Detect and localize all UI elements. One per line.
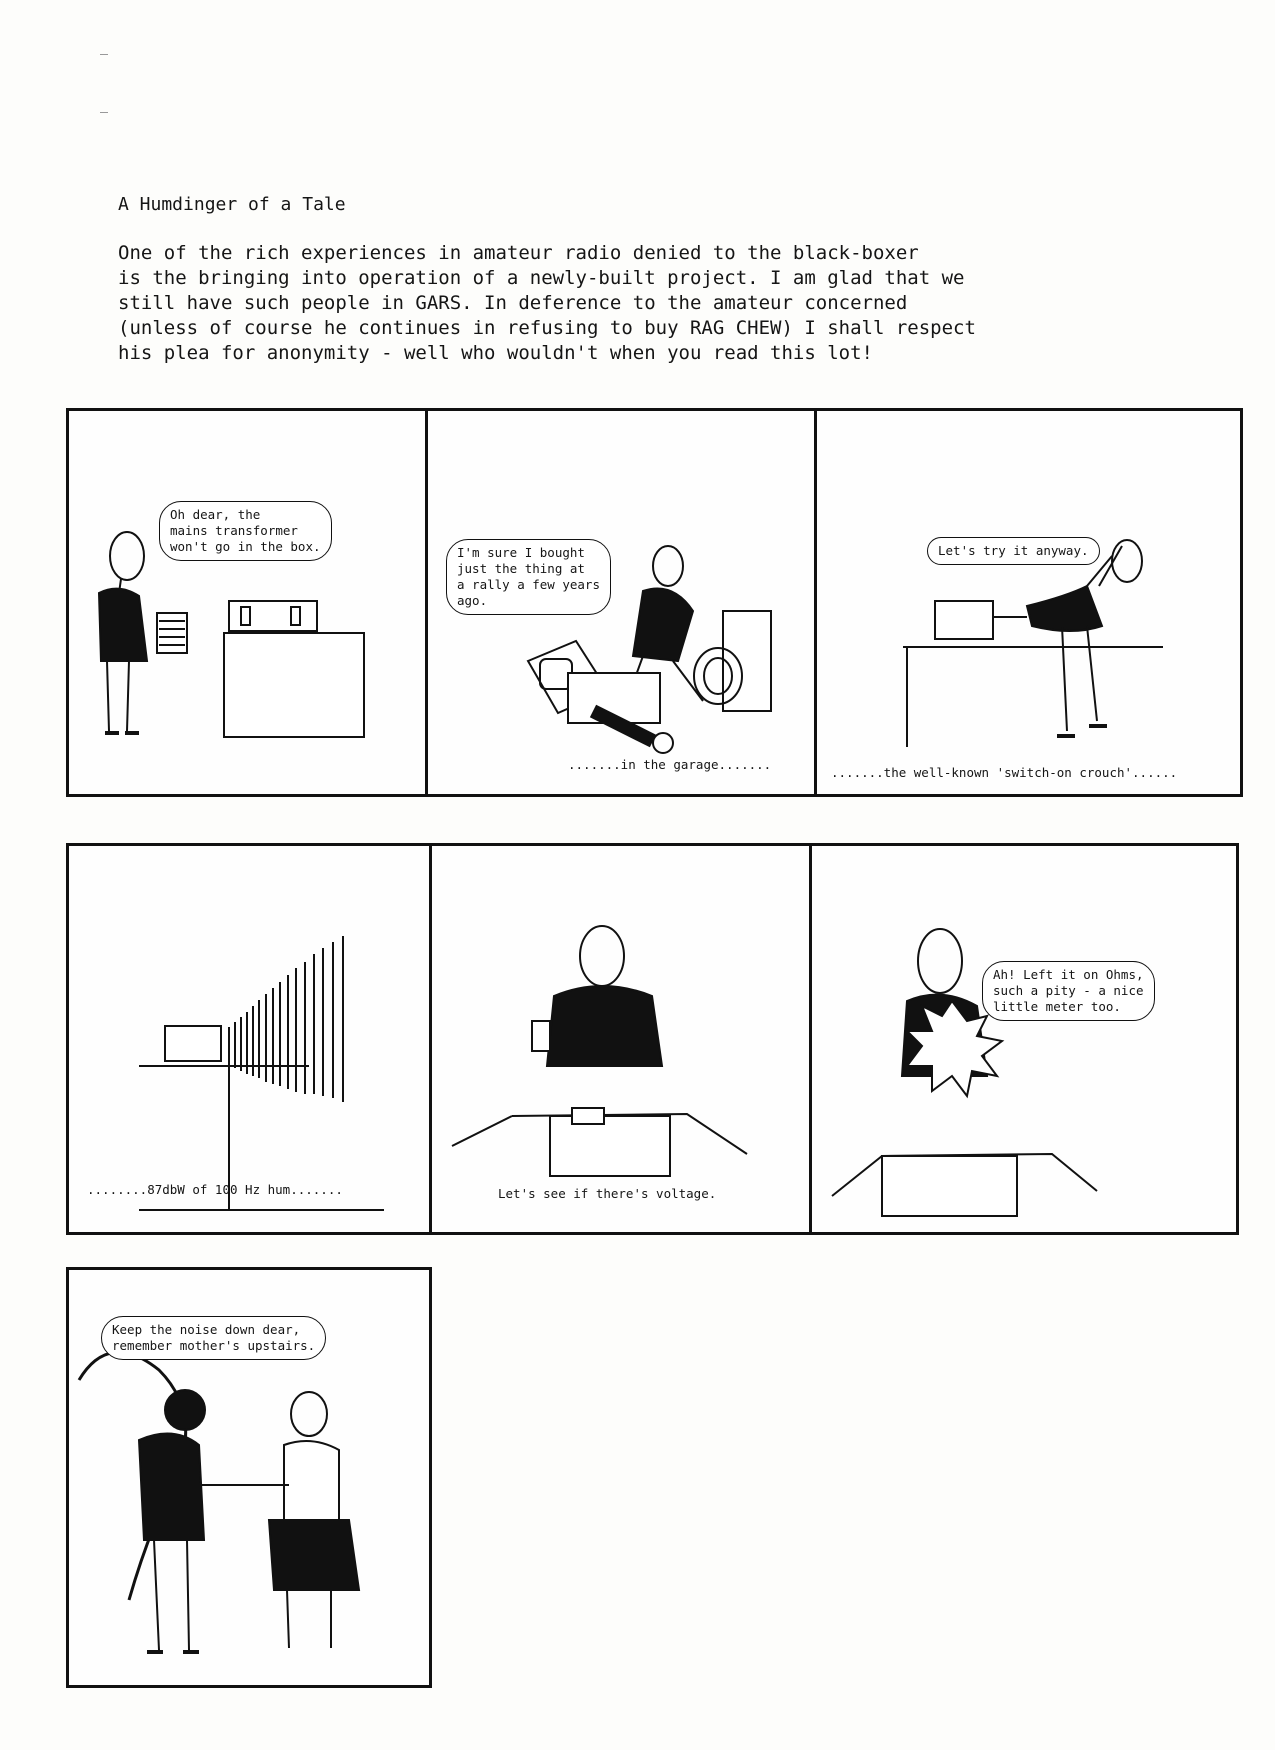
panel-3-drawing bbox=[817, 411, 1243, 797]
panel-3-caption: .......the well-known 'switch-on crouch'...... bbox=[831, 765, 1178, 780]
comic-panel-2 bbox=[425, 408, 818, 797]
panel-6-drawing bbox=[812, 846, 1239, 1235]
panel-1-speech-bubble: Oh dear, the mains transformer won't go in the box. bbox=[159, 501, 332, 561]
comic-panel-4 bbox=[66, 843, 434, 1235]
panel-7-speech-bubble: Keep the noise down dear, remember mother's upstairs. bbox=[101, 1316, 326, 1360]
panel-6-speech-bubble: Ah! Left it on Ohms, such a pity - a nice little meter too. bbox=[982, 961, 1155, 1021]
comic-panel-1 bbox=[66, 408, 428, 797]
comic-panel-6 bbox=[809, 843, 1239, 1235]
panel-5-caption: Let's see if there's voltage. bbox=[498, 1186, 717, 1201]
panel-2-speech-bubble: I'm sure I bought just the thing at a rally a few years ago. bbox=[446, 539, 611, 615]
panel-4-caption: ........87dbW of 100 Hz hum....... bbox=[87, 1182, 343, 1197]
punch-mark-top bbox=[100, 54, 108, 55]
article-title: A Humdinger of a Tale bbox=[118, 194, 346, 215]
comic-panel-7 bbox=[66, 1267, 432, 1688]
panel-2-caption: .......in the garage....... bbox=[568, 757, 772, 772]
article-intro: One of the rich experiences in amateur radio denied to the black-boxer is the bringing into operation of a newly-built project. I am glad that we still have such people in GARS. In deference to the amateur concerned (unless of course he continues in refusing to buy RAG CHEW) I shall respect his plea for anonymity - well who wouldn't when you read this lot! bbox=[118, 242, 976, 364]
panel-1-drawing bbox=[69, 411, 428, 797]
comic-panel-3 bbox=[814, 408, 1243, 797]
punch-mark-bottom bbox=[100, 112, 108, 113]
panel-3-speech-bubble: Let's try it anyway. bbox=[927, 537, 1100, 565]
panel-4-drawing bbox=[69, 846, 434, 1235]
panel-5-drawing bbox=[432, 846, 815, 1235]
comic-panel-5 bbox=[429, 843, 815, 1235]
